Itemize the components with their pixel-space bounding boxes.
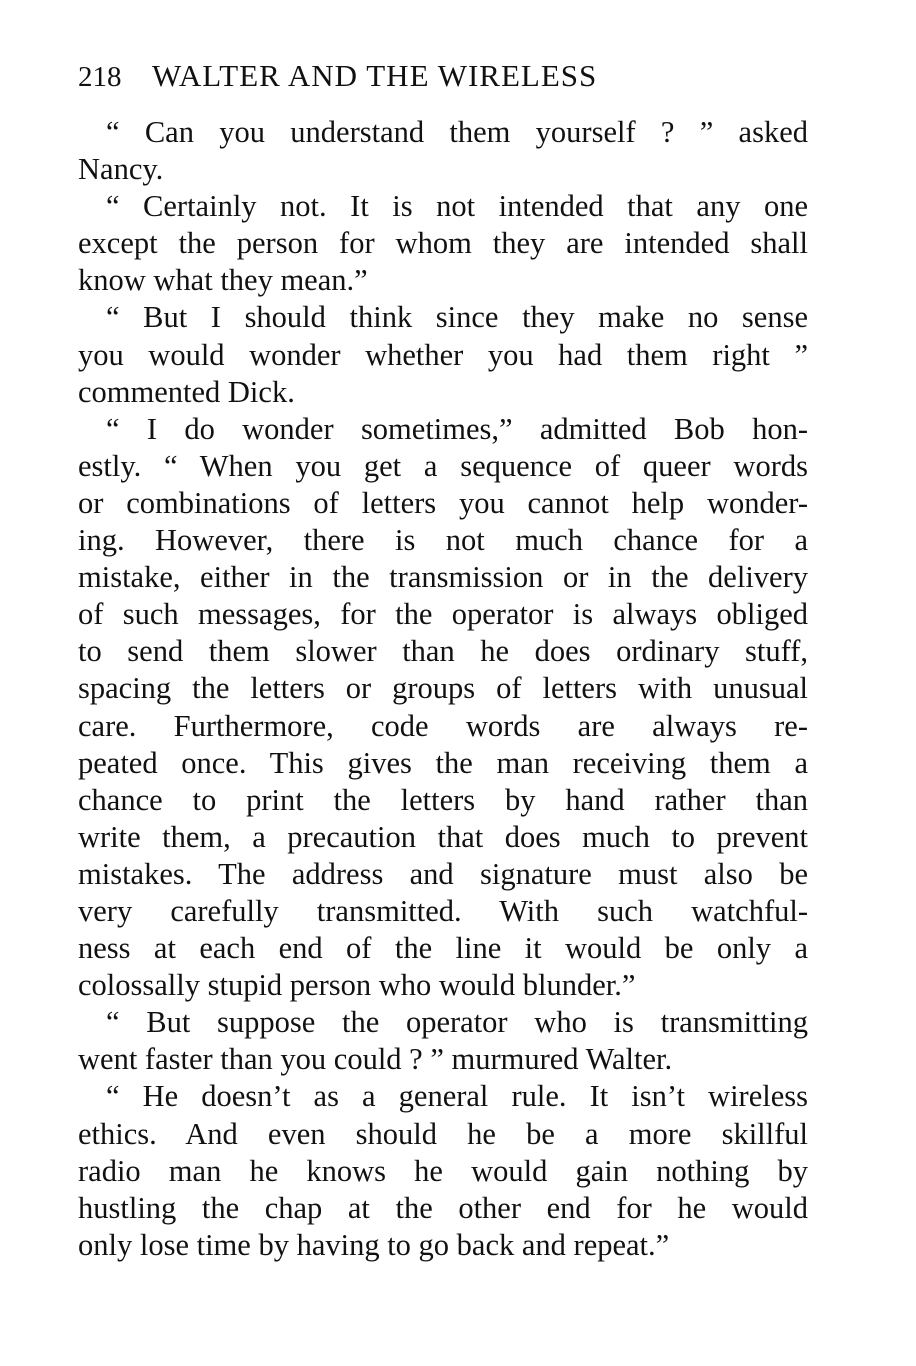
text-line: very carefully transmitted. With such watchful-: [78, 893, 808, 928]
text-line: estly. “ When you get a sequence of queer words: [78, 448, 808, 483]
text-line: commented Dick.: [78, 374, 295, 409]
text-line: to send them slower than he does ordinary stuff,: [78, 634, 808, 669]
text-line: ethics. And even should he be a more skillful: [78, 1116, 808, 1151]
text-line: mistakes. The address and signature must also be: [78, 856, 808, 891]
text-line: mistake, either in the transmission or in the delivery: [78, 560, 808, 595]
text-line: “ Can you understand them yourself ? ” asked: [106, 115, 808, 149]
page-number: 218: [78, 61, 122, 93]
text-line: know what they mean.”: [78, 263, 368, 298]
body-text: [78, 114, 808, 1264]
text-line: colossally stupid person who would blunder.”: [78, 968, 636, 1003]
text-line: went faster than you could ? ” murmured Walter.: [78, 1042, 673, 1077]
text-line: only lose time by having to go back and repeat.”: [78, 1227, 670, 1262]
text-line: “ He doesn’t as a general rule. It isn’t wireless: [106, 1079, 808, 1114]
text-line: Nancy.: [78, 152, 164, 187]
text-line: of such messages, for the operator is always obliged: [78, 597, 808, 632]
text-line: peated once. This gives the man receiving them a: [78, 745, 808, 780]
text-line: spacing the letters or groups of letters with unusual: [78, 671, 808, 706]
text-line: or combinations of letters you cannot help wonder-: [78, 485, 808, 520]
text-line: radio man he knows he would gain nothing by: [78, 1153, 808, 1188]
text-line: write them, a precaution that does much to prevent: [78, 819, 808, 854]
running-head: [78, 58, 808, 102]
text-line: except the person for whom they are intended shall: [78, 226, 808, 261]
text-line: “ I do wonder sometimes,” admitted Bob hon-: [106, 411, 808, 446]
text-line: chance to print the letters by hand rather than: [78, 782, 808, 817]
running-title: WALTER AND THE WIRELESS: [152, 58, 598, 93]
text-line: “ But suppose the operator who is transmitting: [106, 1005, 808, 1040]
text-line: ing. However, there is not much chance for a: [78, 523, 808, 558]
text-line: ness at each end of the line it would be only a: [78, 931, 808, 966]
text-line: you would wonder whether you had them right ”: [78, 337, 808, 372]
text-line: “ Certainly not. It is not intended that any one: [106, 189, 808, 224]
text-line: hustling the chap at the other end for he would: [78, 1190, 808, 1225]
text-line: “ But I should think since they make no sense: [106, 300, 808, 335]
text-line: care. Furthermore, code words are always re-: [78, 708, 808, 743]
